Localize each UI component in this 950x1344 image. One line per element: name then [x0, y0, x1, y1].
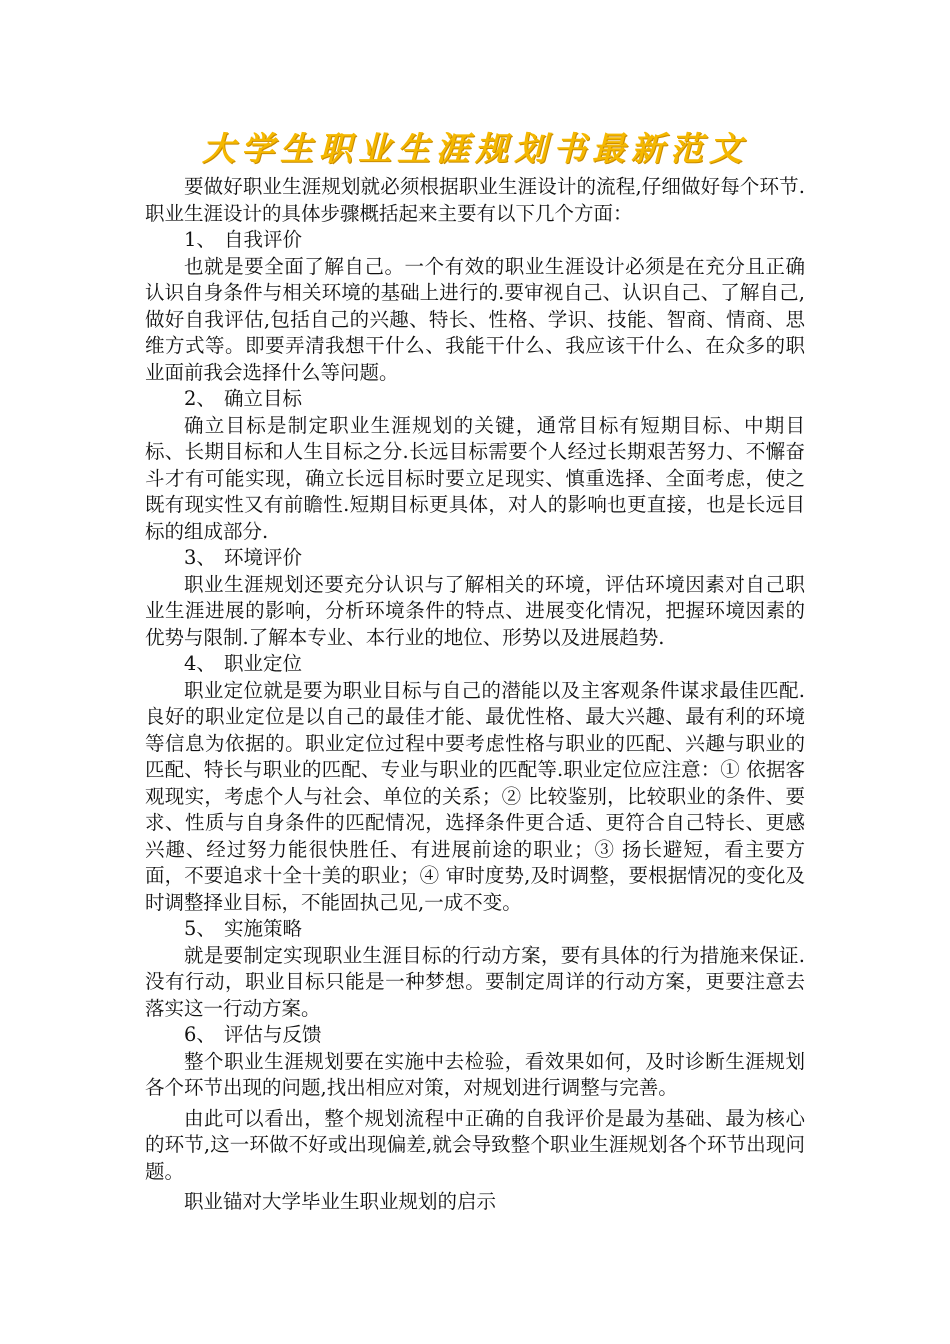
- section-number: 4、: [184, 652, 216, 675]
- conclusion-paragraph: 由此可以看出，整个规划流程中正确的自我评价是最为基础、最为核心的环节,这一环做不好或出现偏差,就会导致整个职业生涯规划各个环节出现问题。: [145, 1106, 805, 1183]
- section-heading-implementation-strategy: [145, 916, 805, 943]
- section-heading-self-evaluation: [145, 227, 805, 254]
- section-body-assessment-feedback: 整个职业生涯规划要在实施中去检验，看效果如何，及时诊断生涯规划各个环节出现的问题,找出相应对策，对规划进行调整与完善。: [145, 1049, 805, 1099]
- section-number: 5、: [184, 917, 216, 940]
- section-heading-set-goals: [145, 386, 805, 413]
- section-body-environment-evaluation: 职业生涯规划还要充分认识与了解相关的环境，评估环境因素对自己职业生涯进展的影响，分析环境条件的特点、进展变化情况，把握环境因素的优势与限制.了解本专业、本行业的地位、形势以及进展趋势.: [145, 572, 805, 649]
- section-title: 自我评价: [224, 228, 303, 251]
- section-body-set-goals: 确立目标是制定职业生涯规划的关键，通常目标有短期目标、中期目标、长期目标和人生目标之分.长远目标需要个人经过长期艰苦努力、不懈奋斗才有可能实现，确立长远目标时要立足现实、慎重选择、全面考虑，使之既有现实性又有前瞻性.短期目标更具体，对人的影响也更直接，也是长远目标的组成部分.: [145, 413, 805, 543]
- section-title: 确立目标: [224, 387, 303, 410]
- section-number: 3、: [184, 546, 216, 569]
- document-body: [145, 174, 805, 1216]
- document-title: 大学生职业生涯规划书最新范文: [202, 129, 748, 168]
- section-title: 实施策略: [224, 917, 303, 940]
- section-title: 职业定位: [224, 652, 303, 675]
- section-number: 2、: [184, 387, 216, 410]
- section-body-self-evaluation: 也就是要全面了解自己。一个有效的职业生涯设计必须是在充分且正确认识自身条件与相关环境的基础上进行的.要审视自己、认识自己、了解自己,做好自我评估,包括自己的兴趣、特长、性格、学识、技能、智商、情商、思维方式等。即要弄清我想干什么、我能干什么、我应该干什么、在众多的职业面前我会选择什么等问题。: [145, 254, 805, 384]
- section-title: 环境评价: [224, 546, 303, 569]
- closing-line: 职业锚对大学毕业生职业规划的启示: [184, 1190, 497, 1213]
- section-heading-environment-evaluation: [145, 545, 805, 572]
- section-heading-assessment-feedback: [145, 1022, 805, 1049]
- intro-paragraph: 要做好职业生涯规划就必须根据职业生涯设计的流程,仔细做好每个环节.职业生涯设计的具体步骤概括起来主要有以下几个方面：: [145, 175, 805, 225]
- section-number: 6、: [184, 1023, 216, 1046]
- section-title: 评估与反馈: [224, 1023, 322, 1046]
- section-heading-career-positioning: [145, 651, 805, 678]
- section-body-career-positioning: 职业定位就是要为职业目标与自己的潜能以及主客观条件谋求最佳匹配.良好的职业定位是以自己的最佳才能、最优性格、最大兴趣、最有利的环境等信息为依据的。职业定位过程中要考虑性格与职业的匹配、兴趣与职业的匹配、特长与职业的匹配、专业与职业的匹配等.职业定位应注意：① 依据客观现实，考虑个人与社会、单位的关系；② 比较鉴别，比较职业的条件、要求、性质与自身条件的匹配情况，选择条件更合适、更符合自己特长、更感兴趣、经过努力能很快胜任、有进展前途的职业；③ 扬长避短，看主要方面，不要追求十全十美的职业；④ 审时度势,及时调整，要根据情况的变化及时调整择业目标，不能固执己见,一成不变。: [145, 678, 805, 914]
- section-number: 1、: [184, 228, 216, 251]
- section-body-implementation-strategy: 就是要制定实现职业生涯目标的行动方案，要有具体的行为措施来保证.没有行动，职业目标只能是一种梦想。要制定周详的行动方案，更要注意去落实这一行动方案。: [145, 943, 805, 1020]
